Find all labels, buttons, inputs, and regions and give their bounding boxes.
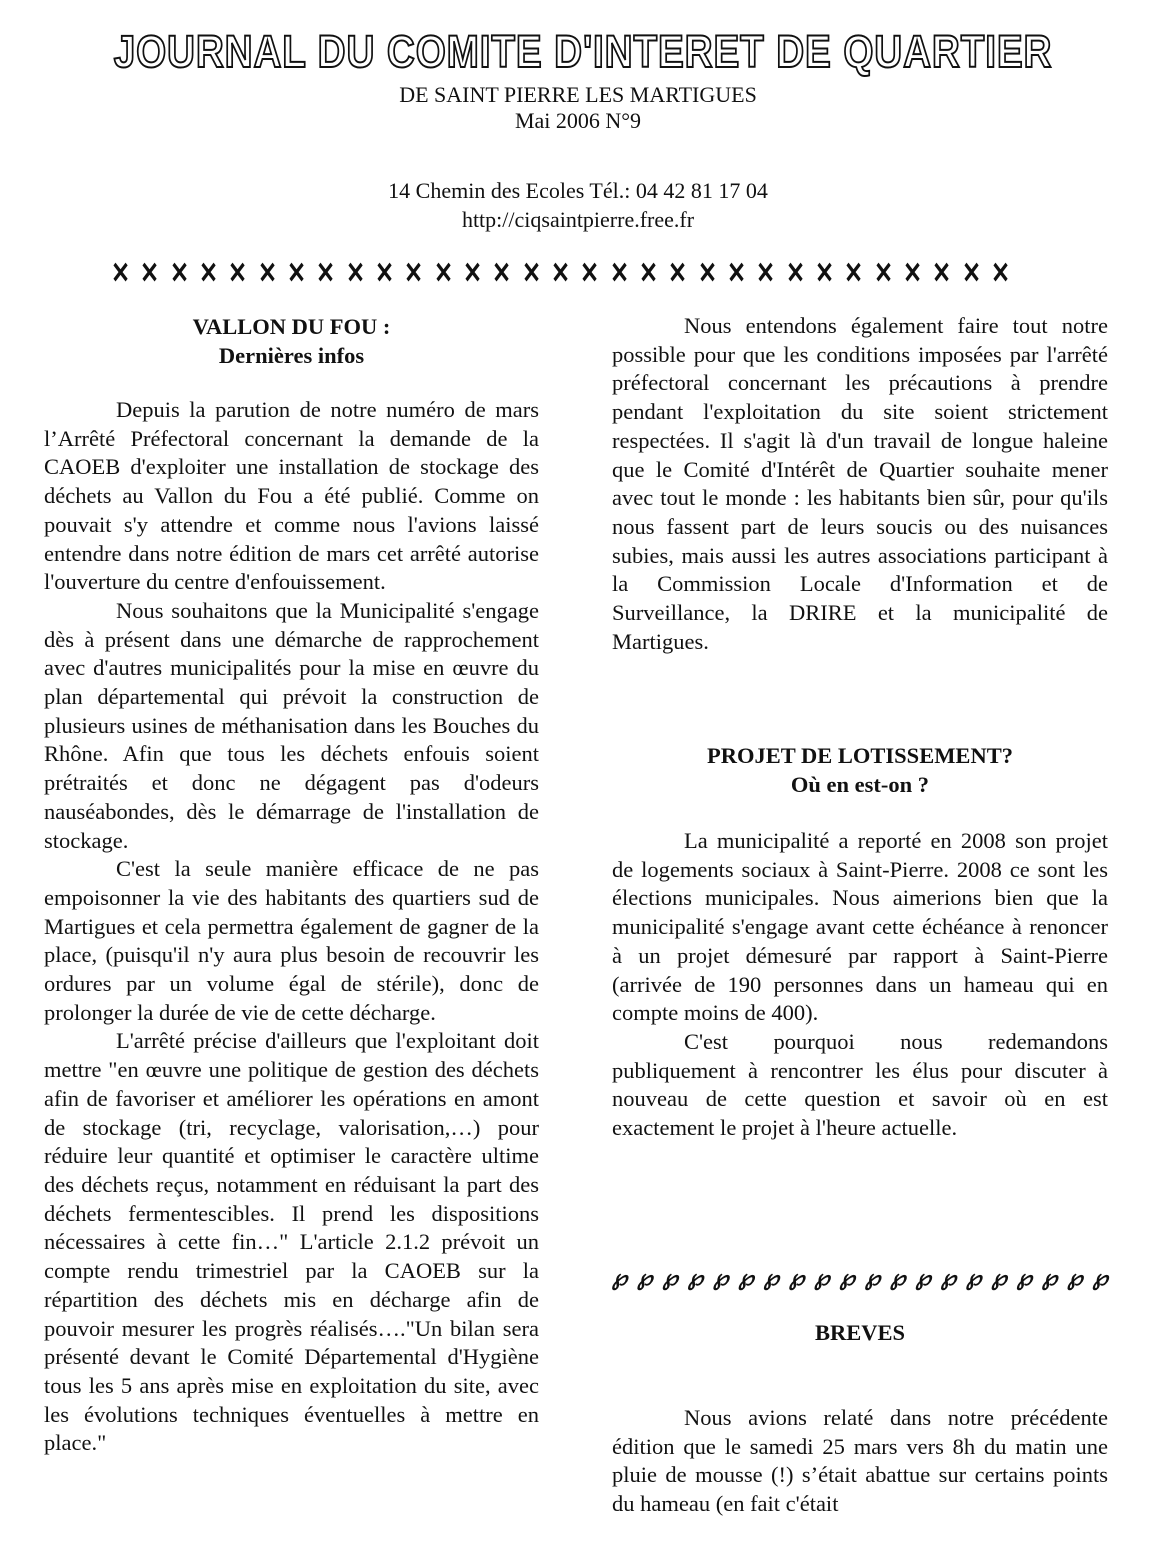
ornament-icon: ✕ — [639, 258, 658, 290]
ornament-icon: ✕ — [551, 258, 570, 290]
paragraph: L'arrêté précise d'ailleurs que l'exploitant doit mettre "en œuvre une politique de gestion des déchets afin de favoriser et améliorer les opérations en amont de stockage (tri, recyclage, valorisation,…) pour réduire leur quantité et optimiser le caractère ultime des déchets reçus, notamment en réduisant la part des déchets fermentescibles. Il prend les dispositions nécessaires à cette fin…" L'article 2.1.2 prévoit un compte rendu trimestriel par la CAOEB sur la répartition des déchets mis en décharge afin de pouvoir mesurer les progrès réalisés…."Un bilan sera présenté devant le Comité Départemental d'Hygiène tous les 5 ans après mise en exploitation du site, avec les évolutions techniques éventuelles à mettre en place." — [44, 1028, 539, 1456]
ornament-icon: ✕ — [668, 258, 688, 290]
ornament-icon: ✕ — [815, 258, 834, 290]
flourish-icon: ℘ — [662, 1265, 678, 1290]
ornament-icon: ✕ — [727, 258, 746, 290]
paragraph: Nous avions relaté dans notre précédente édition que le samedi 25 mars vers 8h du matin une pluie de mousse (!) s’était abattue sur certains points du hameau (en fait c'était — [612, 1405, 1108, 1517]
article-body-projet — [612, 827, 1108, 1143]
article-title: BREVES — [814, 1320, 906, 1345]
ornament-icon: ✕ — [316, 258, 336, 290]
article-heading-breves — [612, 1318, 1108, 1347]
ornament-icon: ✕ — [169, 258, 189, 290]
flourish-icon: ℘ — [763, 1265, 780, 1290]
article-title: VALLON DU FOU : — [192, 314, 391, 339]
flourish-icon: ℘ — [637, 1265, 653, 1290]
ornament-icon: ✕ — [756, 258, 776, 290]
ornament-icon: ✕ — [580, 258, 600, 290]
flourish-icon: ℘ — [940, 1265, 957, 1290]
ornament-icon: ✕ — [990, 258, 1010, 290]
flourish-icon: ℘ — [713, 1265, 729, 1290]
ornament-icon: ✕ — [345, 258, 365, 290]
flourish-icon: ℘ — [814, 1265, 830, 1290]
flourish-icon: ℘ — [1092, 1265, 1108, 1290]
ornament-icon: ✕ — [609, 258, 629, 290]
flourish-icon: ℘ — [1067, 1265, 1083, 1290]
address-phone: 14 Chemin des Ecoles Tél.: 04 42 81 17 04 — [388, 178, 768, 203]
ornament-icon: ✕ — [492, 258, 512, 290]
ornament-icon: ✕ — [932, 258, 952, 290]
ornament-icon: ✕ — [257, 258, 277, 290]
article-title: PROJET DE LOTISSEMENT? — [707, 743, 1013, 768]
article-subtitle: Où en est-on ? — [790, 772, 930, 797]
article-body-vallon — [44, 396, 539, 1458]
article-heading-vallon — [44, 312, 539, 370]
flourish-icon: ℘ — [890, 1265, 906, 1290]
ornament-icon: ✕ — [697, 258, 717, 290]
contact-block — [0, 176, 1156, 234]
flourish-icon: ℘ — [612, 1265, 628, 1290]
ornament-icon: ✕ — [111, 258, 130, 290]
ornamental-separator — [108, 258, 1013, 290]
issue-info: Mai 2006 N°9 — [514, 108, 642, 133]
ornament-icon: ✕ — [903, 258, 922, 290]
ornament-icon: ✕ — [961, 258, 981, 290]
ornament-icon: ✕ — [463, 258, 482, 290]
ornament-icon: ✕ — [521, 258, 541, 290]
ornament-icon: ✕ — [404, 258, 424, 290]
flourish-icon: ℘ — [1016, 1265, 1033, 1290]
article-heading-projet — [612, 741, 1108, 799]
flourish-icon: ℘ — [991, 1265, 1007, 1290]
flourish-icon: ℘ — [687, 1265, 704, 1290]
flourish-icon: ℘ — [864, 1265, 881, 1290]
website-link[interactable]: http://ciqsaintpierre.free.fr — [461, 207, 695, 232]
flourish-icon: ℘ — [789, 1265, 805, 1290]
paragraph: Depuis la parution de notre numéro de mars l’Arrêté Préfectoral concernant la demande de la CAOEB d'exploiter une installation de stockage des déchets au Vallon du Fou a été publié. Comme on pouvait s'y attendre et comme nous l'avions laissé entendre dans notre édition de mars cet arrêté autorise l'ouverture du centre d'enfouissement. — [44, 397, 539, 595]
flourish-icon: ℘ — [1042, 1265, 1058, 1290]
ornament-icon: ✕ — [873, 258, 893, 290]
ornament-icon: ✕ — [785, 258, 805, 290]
paragraph: Nous souhaitons que la Municipalité s'engage dès à présent dans une démarche de rapprochement avec d'autres municipalités pour la mise en œuvre du plan départemental qui prévoit la construction de plusieurs usines de méthanisation dans les Bouches du Rhône. Afin que tous les déchets enfouis soient prétraités et donc ne dégagent pas d'odeurs nauséabondes, dès le démarrage de l'installation de stockage. — [44, 597, 539, 853]
ornament-icon: ✕ — [844, 258, 864, 290]
paragraph: Nous entendons également faire tout notre possible pour que les conditions imposées par l'arrêté préfectoral concernant les précautions à prendre pendant l'exploitation du site soient strictement respectées. Il s'agit là d'un travail de longue haleine que le Comité d'Intérêt de Quartier souhaite mener avec tout le monde : les habitants bien sûr, pour qu'ils nous fassent part de leurs soucis ou des nuisances subies, mais aussi les autres associations participant à la Commission Locale d'Information et de Surveillance, la DRIRE et la municipalité de Martigues. — [612, 313, 1108, 654]
flourish-icon: ℘ — [915, 1265, 931, 1290]
ornament-icon: ✕ — [140, 258, 160, 290]
flourish-icon: ℘ — [839, 1265, 856, 1290]
paragraph: C'est pourquoi nous redemandons publiquement à rencontrer les élus pour discuter à nouveau de cette question et savoir où en est exactement le projet à l'heure actuelle. — [612, 1028, 1108, 1141]
journal-subtitle: DE SAINT PIERRE LES MARTIGUES — [399, 82, 757, 107]
masthead — [0, 22, 1156, 134]
article-body-breves — [612, 1404, 1108, 1519]
ornament-icon: ✕ — [287, 258, 306, 290]
ornament-icon: ✕ — [433, 258, 453, 290]
paragraph: C'est la seule manière efficace de ne pas empoisonner la vie des habitants des quartiers sud de Martigues et cela permettra également de gagner de la place, (puisqu'il n'y aura plus besoin de recouvrir les ordures par un volume égal de stérile), donc de prolonger la durée de vie de cette décharge. — [44, 856, 539, 1025]
journal-title: JOURNAL DU COMITE D'INTERET DE QUARTIER — [113, 26, 1053, 77]
flourish-separator — [612, 1264, 1108, 1292]
ornament-icon: ✕ — [375, 258, 394, 290]
flourish-icon: ℘ — [738, 1265, 754, 1290]
flourish-icon: ℘ — [966, 1265, 982, 1290]
paragraph: La municipalité a reporté en 2008 son projet de logements sociaux à Saint-Pierre. 2008 ce sont les élections municipales. Nous aimerions bien que la municipalité s'engage avant cette échéance à renoncer à un projet démesuré par rapport à Saint-Pierre (arrivée de 190 personnes dans un hameau qui en compte moins de 400). — [612, 828, 1108, 1026]
article-continuation-vallon — [612, 312, 1108, 656]
article-subtitle: Dernières infos — [218, 343, 365, 368]
ornament-icon: ✕ — [228, 258, 248, 290]
ornament-icon: ✕ — [199, 258, 218, 290]
